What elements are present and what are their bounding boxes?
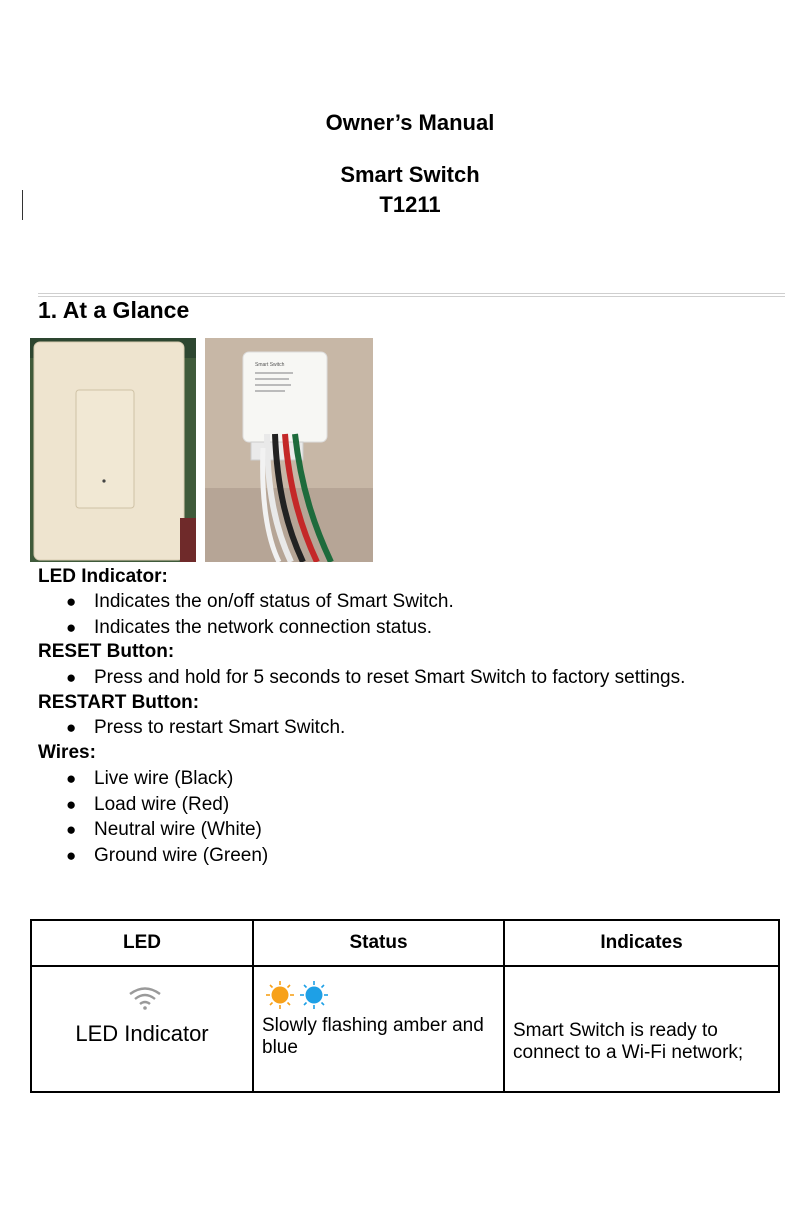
product-name: Smart Switch — [340, 162, 480, 187]
model-number: T1211 — [379, 192, 441, 217]
list-item: ● Ground wire (Green) — [66, 845, 269, 866]
reset-button-label: RESET Button: — [38, 641, 175, 662]
list-item: ● Load wire (Red) — [66, 794, 230, 815]
wall-switch-photo — [30, 338, 196, 562]
indicates-cell — [504, 966, 779, 1092]
led-indicator-name: LED Indicator — [75, 1021, 209, 1046]
manual-title: Owner’s Manual — [325, 110, 495, 135]
text-cursor — [22, 190, 23, 220]
list-item: ● Live wire (Black) — [66, 768, 234, 789]
led-status-table — [30, 919, 780, 1093]
led-indicator-label: LED Indicator: — [38, 566, 168, 587]
list-item: ● Indicates the on/off status of Smart Switch. — [66, 591, 454, 612]
list-item: ● Neutral wire (White) — [66, 819, 262, 840]
amber-blue-led-icon — [262, 979, 332, 1011]
status-cell — [253, 966, 504, 1092]
smart-switch-module-photo — [205, 338, 373, 562]
wifi-icon — [128, 985, 162, 1011]
list-item: ● Press to restart Smart Switch. — [66, 717, 346, 738]
column-header-led: LED — [31, 920, 253, 966]
wires-label: Wires: — [38, 742, 96, 763]
table-row — [31, 966, 779, 1092]
column-header-indicates: Indicates — [504, 920, 779, 966]
restart-button-label: RESTART Button: — [38, 692, 200, 713]
section-heading: 1. At a Glance — [38, 297, 190, 323]
list-item: ● Press and hold for 5 seconds to reset Smart Switch to factory settings. — [66, 667, 686, 688]
module-label: Smart Switch — [255, 362, 285, 368]
column-header-status: Status — [253, 920, 504, 966]
status-text: Slowly flashing amber and blue — [262, 1015, 484, 1058]
section-divider — [38, 293, 785, 294]
table-header-row — [31, 920, 779, 966]
indicates-text: Smart Switch is ready to connect to a Wi-Fi network; — [513, 1020, 744, 1063]
list-item: ● Indicates the network connection status. — [66, 617, 432, 638]
led-cell — [31, 966, 253, 1092]
